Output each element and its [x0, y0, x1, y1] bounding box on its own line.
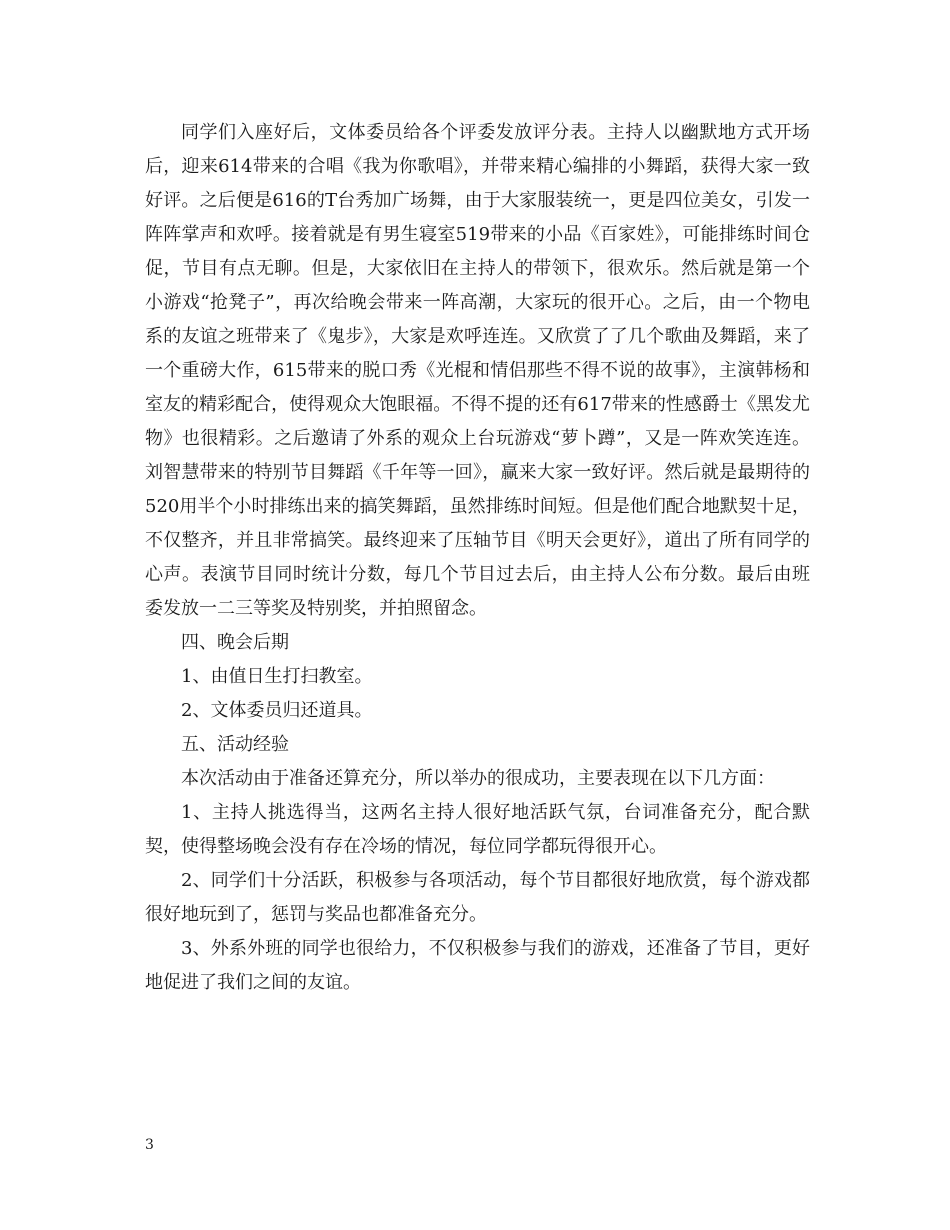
list-item-participation: 2、同学们十分活跃，积极参与各项活动，每个节目都很好地欣赏，每个游戏都很好地玩到了，惩罚与奖品也都准备充分。: [145, 870, 810, 925]
page-number: 3: [145, 1137, 154, 1153]
list-item-hosts: 1、主持人挑选得当，这两名主持人很好地活跃气氛，台词准备充分，配合默契，使得整场晚会没有存在冷场的情况，每位同学都玩得很开心。: [145, 802, 810, 857]
list-item-cleanup: 1、由值日生打扫教室。: [181, 666, 373, 687]
document-body: [145, 116, 810, 1000]
list-item-return-props: 2、文体委员归还道具。: [181, 700, 373, 721]
list-item-other-classes: 3、外系外班的同学也很给力，不仅积极参与我们的游戏，还准备了节目，更好地促进了我们之间的友谊。: [145, 938, 810, 993]
heading-after-party: 四、晚会后期: [181, 632, 289, 653]
heading-lessons: 五、活动经验: [181, 734, 289, 755]
paragraph-event-program: 同学们入座好后，文体委员给各个评委发放评分表。主持人以幽默地方式开场后，迎来614带来的合唱《我为你歌唱》，并带来精心编排的小舞蹈，获得大家一致好评。之后便是616的T台秀加广场舞，由于大家服装统一，更是四位美女，引发一阵阵掌声和欢呼。接着就是有男生寝室519带来的小品《百家姓》，可能排练时间仓促，节目有点无聊。但是，大家依旧在主持人的带领下，很欢乐。然后就是第一个小游戏“抢凳子”，再次给晚会带来一阵高潮，大家玩的很开心。之后，由一个物电系的友谊之班带来了《鬼步》，大家是欢呼连连。又欣赏了了几个歌曲及舞蹈，来了一个重磅大作，615带来的脱口秀《光棍和情侣那些不得不说的故事》，主演韩杨和室友的精彩配合，使得观众大饱眼福。不得不提的还有617带来的性感爵士《黑发尤物》也很精彩。之后邀请了外系的观众上台玩游戏“萝卜蹲”，又是一阵欢笑连连。刘智慧带来的特别节目舞蹈《千年等一回》，赢来大家一致好评。然后就是最期待的520用半个小时排练出来的搞笑舞蹈，虽然排练时间短。但是他们配合地默契十足，不仅整齐，并且非常搞笑。最终迎来了压轴节目《明天会更好》，道出了所有同学的心声。表演节目同时统计分数，每几个节目过去后，由主持人公布分数。最后由班委发放一二三等奖及特别奖，并拍照留念。: [145, 122, 810, 619]
paragraph-lessons-intro: 本次活动由于准备还算充分，所以举办的很成功，主要表现在以下几方面：: [181, 768, 775, 789]
